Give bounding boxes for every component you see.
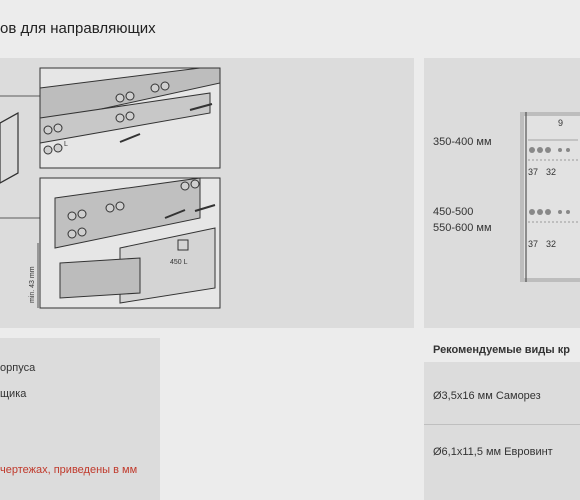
dim-37-a: 37	[528, 167, 539, 177]
legend-item-1: орпуса	[0, 362, 36, 374]
screw-panel	[424, 362, 580, 500]
screw-2: Ø6,1x11,5 мм Евровинт	[433, 446, 553, 458]
page-title: ов для направляющих	[0, 20, 156, 37]
rail-label-1: L	[64, 141, 68, 148]
mounting-drawing	[0, 58, 414, 328]
lower-rail-drawing	[40, 178, 220, 308]
recommended-title: Рекомендуемые виды кр	[433, 344, 570, 356]
dim-32-b: 32	[546, 239, 557, 249]
dimension-note: чертежах, приведены в мм	[0, 464, 138, 476]
rail-label-2: 450 L	[170, 259, 188, 266]
dim-37-b: 37	[528, 239, 539, 249]
min-height-label: min. 43 mm	[29, 266, 36, 303]
dim-9: 9	[558, 118, 564, 128]
hole-pattern-drawing	[520, 112, 580, 282]
length-row-2a: 450-500	[433, 206, 474, 218]
length-row-1: 350-400 мм	[433, 136, 492, 148]
cabinet-box-drawing	[0, 96, 40, 218]
dim-32-a: 32	[546, 167, 557, 177]
legend-item-2: щика	[0, 388, 27, 400]
upper-rail-drawing	[40, 68, 220, 168]
screw-1: Ø3,5x16 мм Саморез	[433, 390, 541, 402]
screw-divider	[424, 424, 580, 425]
length-row-2b: 550-600 мм	[433, 222, 492, 234]
